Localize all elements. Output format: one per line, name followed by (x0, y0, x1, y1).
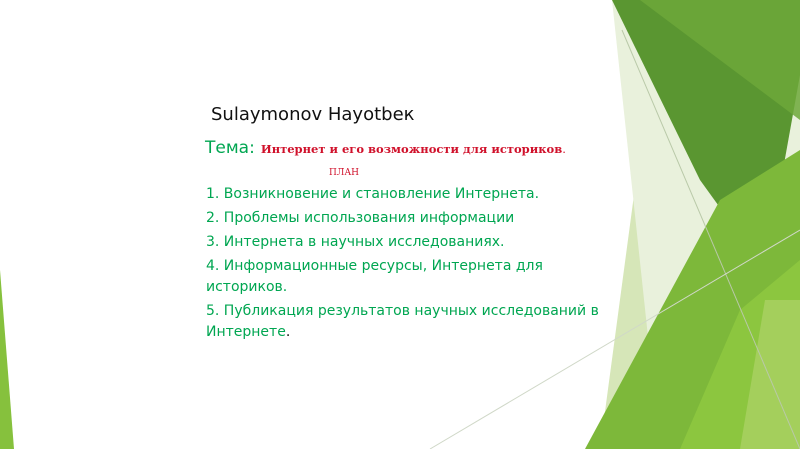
plan-item-4 (206, 256, 601, 298)
left-green-strip (0, 270, 14, 449)
topic-text: Интернет и его возможности для историков (260, 142, 563, 156)
plan-item-3 (206, 232, 601, 253)
plan-item-text: 2. Проблемы использования информации (206, 210, 515, 226)
topic-end: . (562, 142, 566, 156)
plan-item-text: 5. Публикация результатов научных исследований в Интернете (206, 303, 599, 340)
plan-item-end: . (285, 324, 291, 340)
author-name: Sulaymonov Hayotbeк (211, 104, 415, 125)
plan-item-2 (206, 208, 601, 229)
topic-colon: : (249, 138, 255, 158)
plan-item-text: 1. Возникновение и становление Интернета. (206, 186, 540, 202)
topic-label: Тема (205, 138, 250, 158)
plan-item-text: 3. Интернета в научных исследованиях. (206, 234, 505, 250)
plan-item-5 (206, 301, 601, 343)
plan-item-1 (206, 184, 601, 205)
plan-label: ПЛАН (329, 168, 360, 178)
plan-list (206, 184, 601, 343)
topic-line (205, 138, 566, 158)
plan-item-text: 4. Информационные ресурсы, Интернета для историков. (206, 258, 543, 295)
